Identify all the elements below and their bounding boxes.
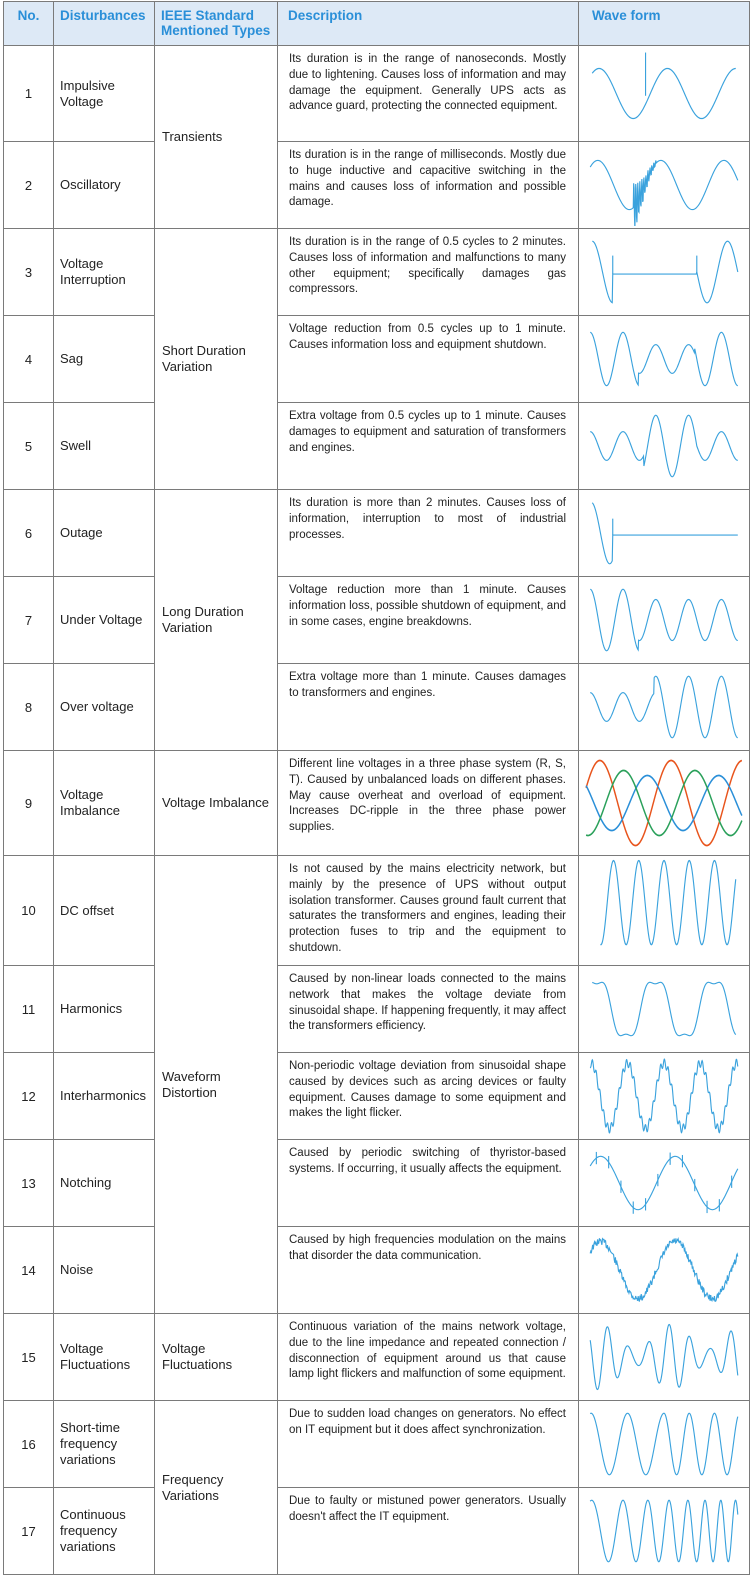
ieee-type: Frequency Variations	[155, 1401, 278, 1575]
disturbance-name: Under Voltage	[54, 577, 155, 664]
waveform-noise	[579, 1227, 750, 1314]
wave-line	[592, 241, 738, 303]
row-number: 1	[4, 46, 54, 142]
row-number: 4	[4, 316, 54, 403]
row-number: 2	[4, 142, 54, 229]
ieee-type: Short Duration Variation	[155, 229, 278, 490]
row-number: 10	[4, 856, 54, 966]
row-number: 17	[4, 1488, 54, 1575]
description: Voltage reduction from 0.5 cycles up to 1 minute. Causes information loss and equipment shutdown.	[278, 316, 579, 403]
row-number: 8	[4, 664, 54, 751]
row-number: 11	[4, 966, 54, 1053]
disturbance-name: Impulsive Voltage	[54, 46, 155, 142]
wave-line	[590, 1325, 738, 1390]
description: Its duration is in the range of milliseconds. Mostly due to huge inductive and capacitive switching in the mains and causes loss of information and possible damage.	[278, 142, 579, 229]
row-number: 5	[4, 403, 54, 490]
waveform-oscillatory	[579, 142, 750, 229]
header-description: Description	[278, 2, 579, 46]
waveform-over-voltage	[579, 664, 750, 751]
description: Caused by high frequencies modulation on the mains that disorder the data communication.	[278, 1227, 579, 1314]
waveform-harmonics	[579, 966, 750, 1053]
row-number: 3	[4, 229, 54, 316]
ieee-type: Long Duration Variation	[155, 490, 278, 751]
table-row	[4, 46, 750, 142]
description: Due to sudden load changes on generators. No effect on IT equipment but it does affect synchronization.	[278, 1401, 579, 1488]
wave-line	[590, 332, 738, 385]
description: Different line voltages in a three phase system (R, S, T). Caused by unbalanced loads on different phases. May cause overheat and overload of equipment. Increases DC-ripple in the three phase power supplies.	[278, 751, 579, 856]
ieee-type: Voltage Imbalance	[155, 751, 278, 856]
waveform-outage	[579, 490, 750, 577]
wave-line	[590, 676, 738, 738]
table-row	[4, 664, 750, 751]
waveform-interharmonics	[579, 1053, 750, 1140]
wave-line	[592, 982, 736, 1035]
disturbance-name: Voltage Fluctuations	[54, 1314, 155, 1401]
row-number: 16	[4, 1401, 54, 1488]
wave-line	[590, 1059, 738, 1133]
header-disturbances: Disturbances	[54, 2, 155, 46]
waveform-dc-offset	[579, 856, 750, 966]
disturbance-name: Oscillatory	[54, 142, 155, 229]
header-ieee-types: IEEE Standard Mentioned Types	[155, 2, 278, 46]
description: Continuous variation of the mains network voltage, due to the line impedance and repeated connection / disconnection of equipment around us that cause lamp light flickers and malfunction of some equipment.	[278, 1314, 579, 1401]
row-number: 6	[4, 490, 54, 577]
waveform-sag	[579, 316, 750, 403]
description: Non-periodic voltage deviation from sinusoidal shape caused by devices such as arcing devices or faulty equipment. Causes damage to some equipment and makes the light flicker.	[278, 1053, 579, 1140]
waveform-under-voltage	[579, 577, 750, 664]
row-number: 13	[4, 1140, 54, 1227]
disturbance-name: Swell	[54, 403, 155, 490]
disturbance-name: Short-time frequency variations	[54, 1401, 155, 1488]
disturbance-name: Noise	[54, 1227, 155, 1314]
description: Its duration is in the range of 0.5 cycles to 2 minutes. Causes loss of information and malfunctions to many other equipment; specifically damages gas compressors.	[278, 229, 579, 316]
disturbance-name: Voltage Imbalance	[54, 751, 155, 856]
wave-line	[590, 1238, 738, 1301]
description: Is not caused by the mains electricity network, but mainly by the presence of UPS without output isolation transformer. Causes ground fault current that saturates the transformers and engines, leading their protection fuses to trip and the equipment to shutdown.	[278, 856, 579, 966]
wave-line	[590, 589, 738, 651]
wave-line	[590, 415, 738, 477]
wave-line	[590, 1413, 738, 1475]
table-row	[4, 229, 750, 316]
waveform-impulsive	[579, 46, 750, 142]
description: Caused by periodic switching of thyristor-based systems. If occurring, it usually affects the equipment.	[278, 1140, 579, 1227]
wave-line	[600, 861, 735, 945]
disturbance-name: Harmonics	[54, 966, 155, 1053]
header-waveform: Wave form	[579, 2, 750, 46]
power-quality-disturbances-table	[3, 1, 750, 1575]
row-number: 12	[4, 1053, 54, 1140]
table-row	[4, 142, 750, 229]
row-number: 7	[4, 577, 54, 664]
table-row	[4, 1227, 750, 1314]
disturbance-name: Outage	[54, 490, 155, 577]
disturbance-name: Voltage Interruption	[54, 229, 155, 316]
row-number: 9	[4, 751, 54, 856]
table-row	[4, 1140, 750, 1227]
table-row	[4, 966, 750, 1053]
disturbance-name: Interharmonics	[54, 1053, 155, 1140]
disturbance-name: Continuous frequency variations	[54, 1488, 155, 1575]
disturbance-name: Sag	[54, 316, 155, 403]
description: Due to faulty or mistuned power generators. Usually doesn't affect the IT equipment.	[278, 1488, 579, 1575]
wave-line	[592, 503, 738, 564]
row-number: 14	[4, 1227, 54, 1314]
table-row	[4, 856, 750, 966]
table-row	[4, 490, 750, 577]
ieee-type: Waveform Distortion	[155, 856, 278, 1314]
waveform-swell	[579, 403, 750, 490]
wave-line	[590, 160, 738, 226]
waveform-continuous-frequency	[579, 1488, 750, 1575]
disturbance-name: DC offset	[54, 856, 155, 966]
table-row	[4, 751, 750, 856]
waveform-fluctuations	[579, 1314, 750, 1401]
ieee-type: Voltage Fluctuations	[155, 1314, 278, 1401]
waveform-imbalance	[579, 751, 750, 856]
waveform-interruption	[579, 229, 750, 316]
disturbance-name: Over voltage	[54, 664, 155, 751]
description: Voltage reduction more than 1 minute. Causes information loss, possible shutdown of equipment, and in some cases, engine breakdowns.	[278, 577, 579, 664]
header-row	[4, 2, 750, 46]
description: Its duration is in the range of nanoseconds. Mostly due to lightening. Causes loss of information and may damage the equipment. Generally UPS acts as advance guard, protecting the connected equipment.	[278, 46, 579, 142]
table-row	[4, 403, 750, 490]
waveform-notching	[579, 1140, 750, 1227]
header-no: No.	[4, 2, 54, 46]
table-row	[4, 1314, 750, 1401]
table-row	[4, 577, 750, 664]
description: Extra voltage from 0.5 cycles up to 1 minute. Causes damages to equipment and saturation of transformers and engines.	[278, 403, 579, 490]
disturbance-name: Notching	[54, 1140, 155, 1227]
row-number: 15	[4, 1314, 54, 1401]
description: Caused by non-linear loads connected to the mains network that makes the voltage deviate from sinusoidal shape. If happening frequently, it may affect the transformers efficiency.	[278, 966, 579, 1053]
wave-line	[590, 1156, 738, 1209]
table-row	[4, 1053, 750, 1140]
description: Its duration is more than 2 minutes. Causes loss of information, interruption to most of industrial processes.	[278, 490, 579, 577]
description: Extra voltage more than 1 minute. Causes damages to transformers and engines.	[278, 664, 579, 751]
table-row	[4, 1488, 750, 1575]
table-row	[4, 316, 750, 403]
wave-line	[590, 1500, 738, 1562]
wave-line	[592, 68, 736, 118]
ieee-type: Transients	[155, 46, 278, 229]
